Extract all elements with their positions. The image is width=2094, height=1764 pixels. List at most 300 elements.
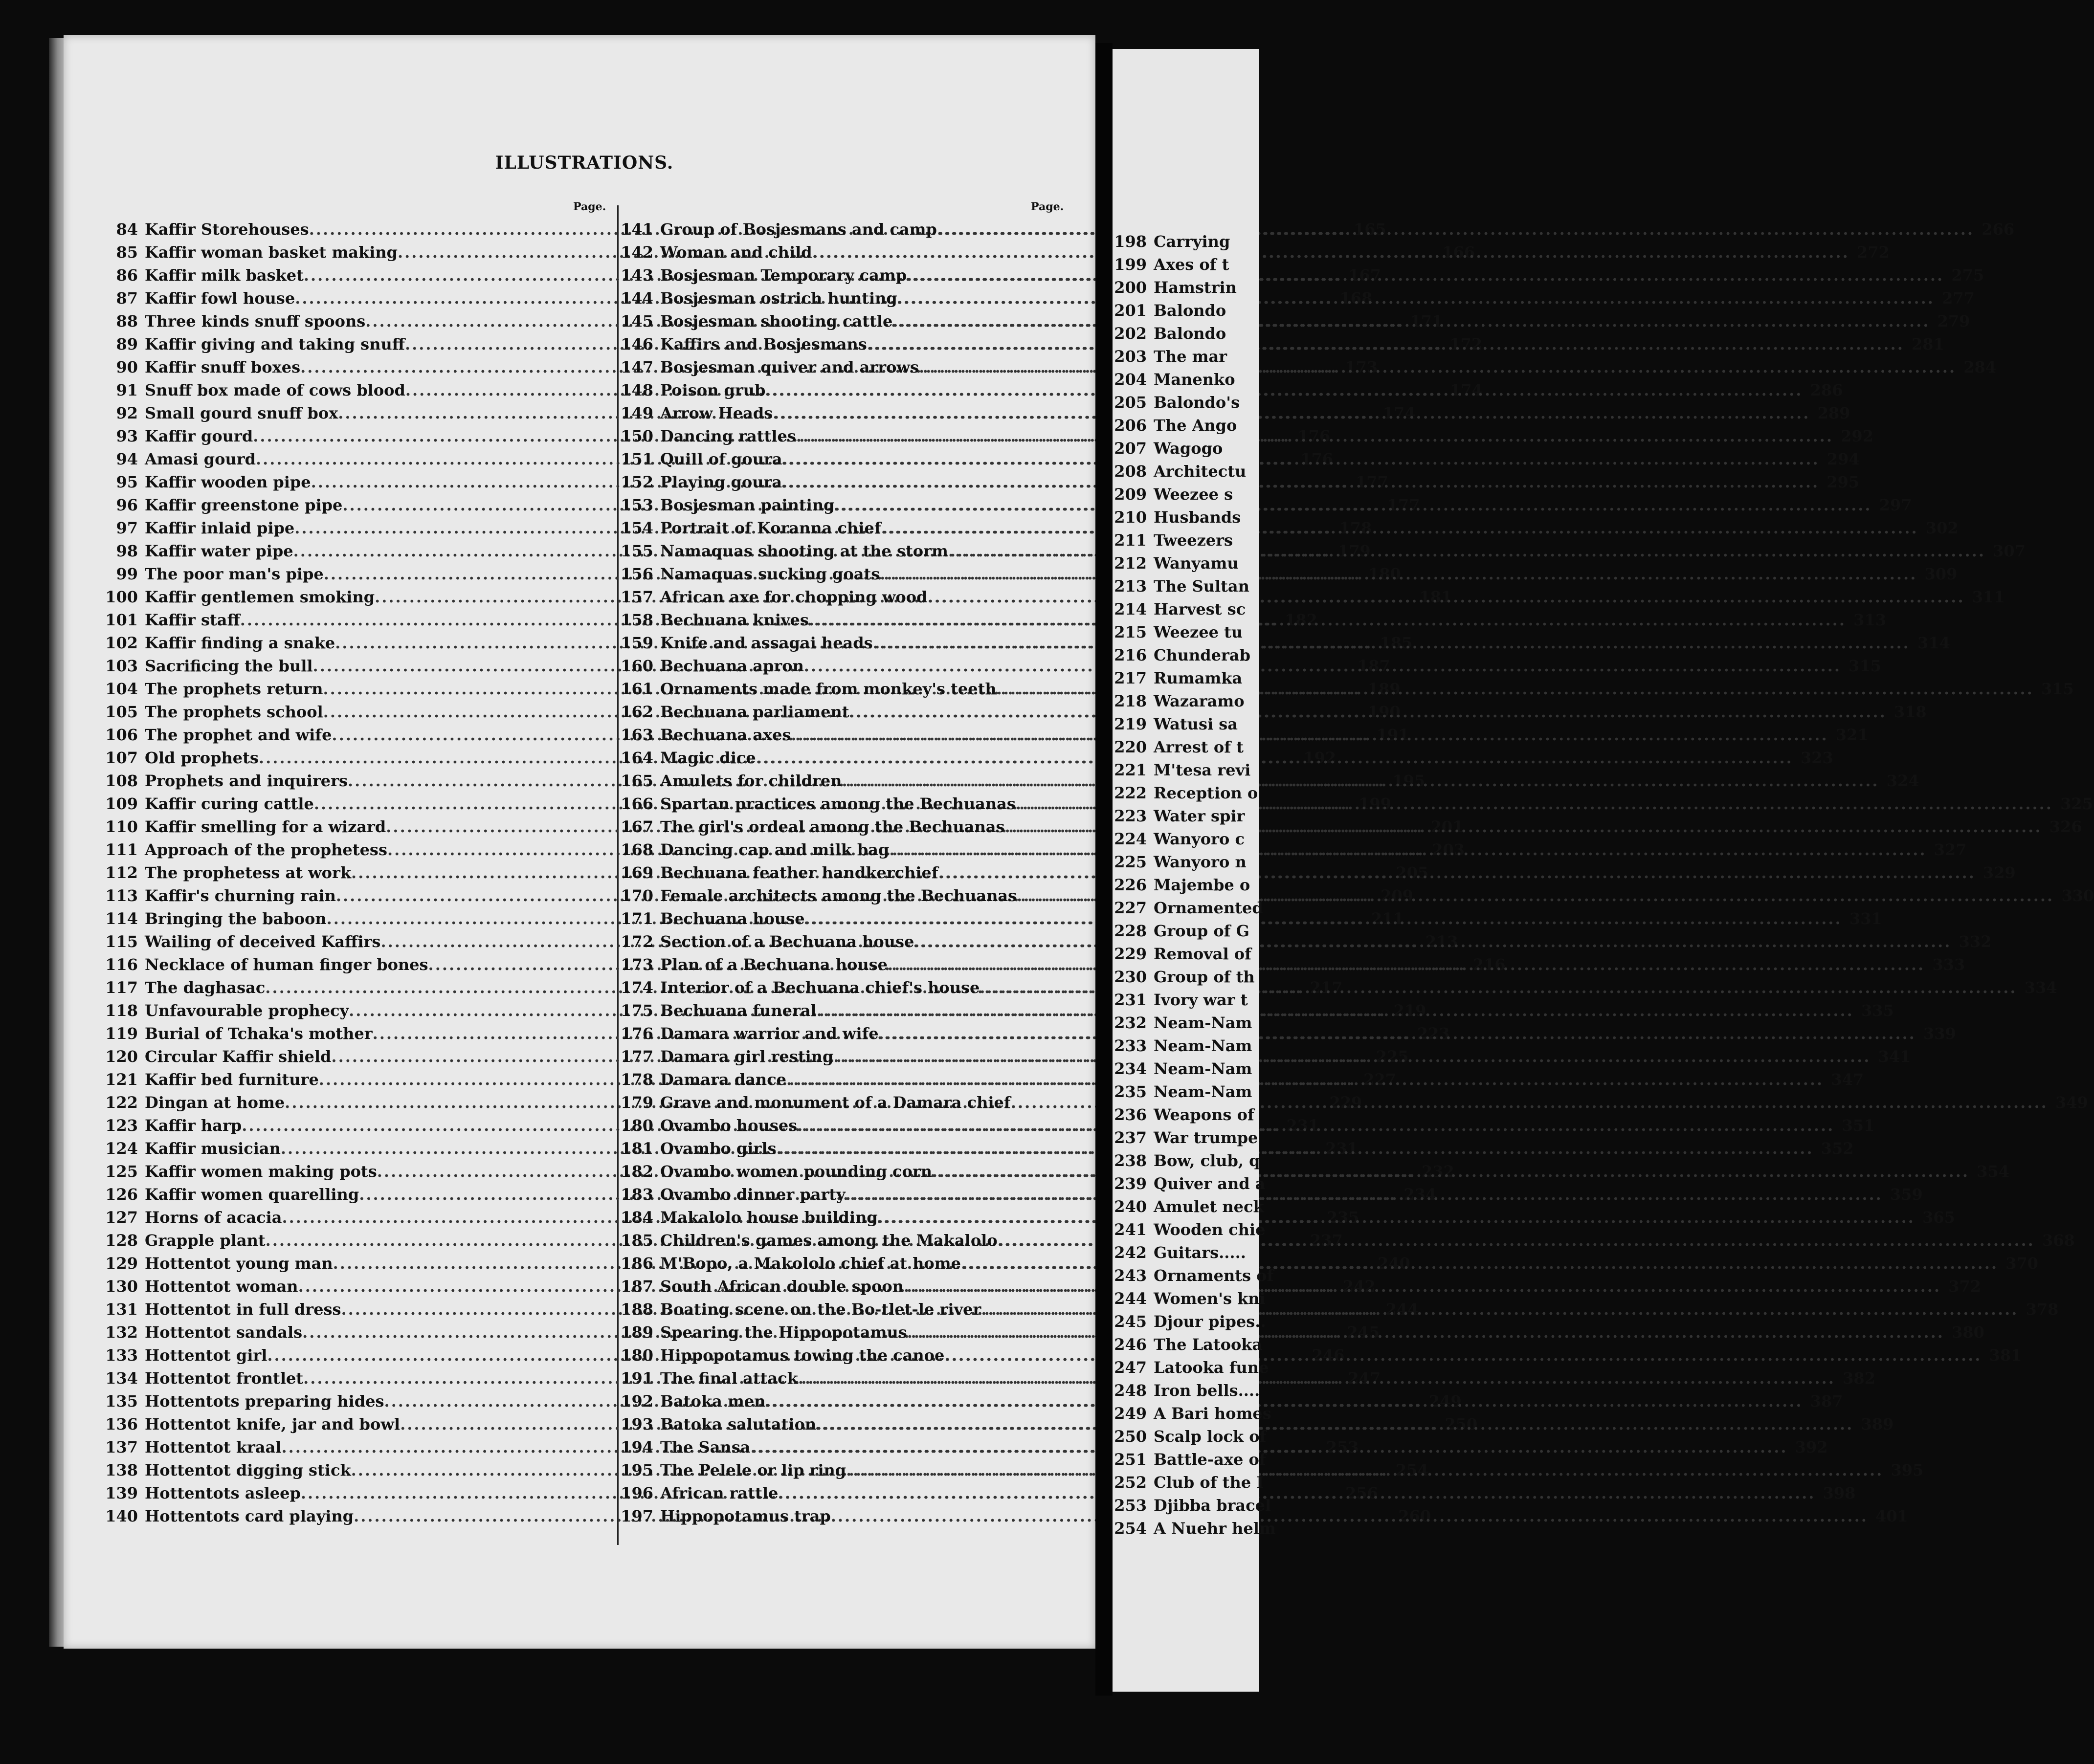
leader-dots bbox=[879, 1024, 1916, 1043]
entry-number: 210 bbox=[1114, 508, 1147, 527]
list-item bbox=[1113, 577, 1276, 600]
entry-page-number: 171 bbox=[1410, 312, 1443, 331]
leader-dots bbox=[842, 772, 1879, 790]
entry-number: 215 bbox=[1114, 623, 1147, 641]
entry-page-number: 189 bbox=[1367, 680, 1401, 698]
entry-title: Latooka fune bbox=[1154, 1358, 1269, 1377]
entry-page-number: 182 bbox=[1285, 611, 1317, 629]
entry-number: 158 bbox=[621, 611, 653, 629]
entry-number: 237 bbox=[1114, 1128, 1147, 1147]
entry-number: 110 bbox=[105, 817, 138, 836]
entry-page-number: 302 bbox=[1925, 519, 1959, 537]
list-item bbox=[1113, 1220, 1276, 1243]
entry-title: Bosjesman Temporary camp bbox=[660, 266, 907, 285]
list-item bbox=[1113, 1358, 1276, 1381]
list-item bbox=[1113, 1197, 1276, 1220]
entry-page-number: 211 bbox=[1371, 909, 1404, 928]
entry-number: 199 bbox=[1114, 255, 1147, 274]
leader-dots bbox=[791, 726, 1828, 744]
entry-title: Spearing the Hippopotamus bbox=[660, 1323, 907, 1342]
entry-title: Bosjesman shooting cattle bbox=[660, 312, 893, 331]
entry-page-number: 398 bbox=[1823, 1484, 1856, 1502]
entry-page-number: 205 bbox=[1396, 863, 1429, 882]
entry-page-number: 275 bbox=[1951, 266, 1984, 285]
entry-title: Dancing cap and milk bag bbox=[660, 840, 890, 859]
entry-number: 183 bbox=[621, 1185, 653, 1204]
entry-page-number: 380 bbox=[1952, 1323, 1984, 1342]
entry-number: 174 bbox=[621, 978, 653, 997]
entry-number: 213 bbox=[1114, 577, 1147, 595]
entry-title: War trumpe bbox=[1154, 1128, 1258, 1147]
entry-title: Tweezers bbox=[1154, 531, 1233, 550]
entry-number: 250 bbox=[1114, 1427, 1147, 1446]
entry-number: 242 bbox=[1114, 1243, 1147, 1262]
entry-number: 170 bbox=[621, 886, 653, 905]
entry-page-number: 195 bbox=[1392, 772, 1426, 790]
entry-title: African axe for chopping wood bbox=[660, 588, 928, 606]
entry-title: Chunderab bbox=[1154, 646, 1250, 664]
entry-title: The Sultan bbox=[1154, 577, 1249, 595]
leader-dots bbox=[804, 657, 1841, 675]
entry-page-number: 329 bbox=[1983, 863, 2016, 882]
entry-title: Amulet neck bbox=[1154, 1197, 1264, 1216]
list-item bbox=[1113, 922, 1276, 945]
entry-title: Hottentot kraal bbox=[145, 1438, 282, 1456]
entry-page-number: 167 bbox=[1348, 266, 1381, 285]
entry-page-number: 324 bbox=[1886, 772, 1919, 790]
entry-page-number: 335 bbox=[1861, 1001, 1894, 1020]
leader-dots bbox=[834, 496, 1871, 514]
entry-title: Makalolo house building bbox=[660, 1208, 878, 1227]
entry-title: Reception o bbox=[1154, 784, 1258, 802]
entry-title: The girl's ordeal among the Bechuanas bbox=[660, 817, 1005, 836]
entry-number: 146 bbox=[621, 335, 653, 353]
entry-page-number: 294 bbox=[1827, 450, 1860, 468]
entry-title: Wagogo bbox=[1154, 439, 1223, 458]
entry-title: Kaffir inlaid pipe bbox=[145, 519, 295, 537]
entry-title: Battle-axe of bbox=[1154, 1450, 1266, 1469]
page-gutter bbox=[1095, 43, 1113, 1696]
entry-title: The Latooka bbox=[1154, 1335, 1263, 1354]
entry-number: 221 bbox=[1114, 761, 1147, 779]
entry-number: 101 bbox=[105, 611, 138, 629]
entry-page-number: 165 bbox=[1353, 220, 1386, 239]
entry-number: 153 bbox=[621, 496, 653, 514]
entry-page-number: 372 bbox=[1948, 1277, 1982, 1296]
entry-title: Balondo bbox=[1154, 324, 1226, 343]
list-item bbox=[1113, 1014, 1276, 1036]
entry-page-number: 389 bbox=[1861, 1415, 1894, 1433]
entry-number: 121 bbox=[105, 1070, 138, 1089]
entry-title: Ovambo women pounding corn bbox=[660, 1162, 932, 1181]
entry-number: 168 bbox=[621, 840, 653, 859]
entry-title: Hippopotamus trap bbox=[660, 1507, 831, 1525]
entry-number: 202 bbox=[1114, 324, 1147, 343]
entry-page-number: 378 bbox=[2026, 1300, 2059, 1319]
list-item bbox=[1113, 738, 1276, 761]
entry-title: Grave and monument of a Damara chief bbox=[660, 1093, 1011, 1112]
list-item bbox=[1113, 1151, 1276, 1174]
list-item bbox=[1113, 1473, 1276, 1496]
entry-number: 197 bbox=[621, 1507, 653, 1525]
entry-title: Kaffir Storehouses bbox=[145, 220, 309, 239]
entry-page-number: 286 bbox=[1810, 381, 1843, 399]
entry-number: 89 bbox=[116, 335, 138, 353]
entry-title: Hottentot young man bbox=[145, 1254, 333, 1273]
entry-number: 125 bbox=[105, 1162, 138, 1181]
entry-title: Batoka salutation bbox=[660, 1415, 817, 1433]
entry-number: 188 bbox=[621, 1300, 653, 1319]
leader-dots bbox=[881, 519, 1918, 537]
entry-number: 156 bbox=[621, 565, 653, 583]
entry-number: 228 bbox=[1114, 922, 1147, 940]
entry-number: 204 bbox=[1114, 370, 1147, 389]
entry-title: Namaquas shooting at the storm bbox=[660, 542, 948, 560]
entry-title: Club of the I bbox=[1154, 1473, 1264, 1492]
entry-page-number: 382 bbox=[1843, 1369, 1875, 1388]
list-item bbox=[1113, 301, 1276, 324]
entry-title: Female architects among the Bechuanas bbox=[660, 886, 1017, 905]
list-item bbox=[1113, 531, 1276, 554]
entry-title: Neam-Nam bbox=[1154, 1014, 1252, 1032]
entry-number: 103 bbox=[105, 657, 138, 675]
entry-page-number: 279 bbox=[1937, 312, 1970, 331]
leader-dots bbox=[897, 289, 1935, 308]
entry-title: M'Bopo, a Makololo chief at home bbox=[660, 1254, 961, 1273]
entry-title: The Pelele or lip ring bbox=[660, 1461, 847, 1479]
entry-number: 97 bbox=[116, 519, 138, 537]
list-item bbox=[1113, 968, 1276, 991]
entry-title: Children's games among the Makalolo bbox=[660, 1231, 998, 1250]
entry-number: 88 bbox=[116, 312, 138, 331]
entry-title: Magic dice bbox=[660, 749, 756, 767]
entry-number: 172 bbox=[621, 932, 653, 951]
entry-title: Wooden chie bbox=[1154, 1220, 1266, 1239]
entry-page-number: 217 bbox=[1310, 978, 1343, 997]
entry-title: Kaffir staff bbox=[145, 611, 240, 629]
entry-title: The prophet and wife bbox=[145, 726, 332, 744]
entry-number: 201 bbox=[1114, 301, 1147, 320]
entry-page-number: 234 bbox=[1403, 1185, 1437, 1204]
entry-title: Ovambo girls bbox=[660, 1139, 777, 1158]
entry-title: Group of Bosjesmans and camp bbox=[660, 220, 937, 239]
entry-number: 155 bbox=[621, 542, 653, 560]
entry-page-number: 295 bbox=[1827, 473, 1860, 491]
entry-number: 234 bbox=[1114, 1059, 1147, 1078]
leader-dots bbox=[782, 473, 1819, 491]
entry-number: 177 bbox=[621, 1047, 653, 1066]
entry-title: Kaffir musician bbox=[145, 1139, 281, 1158]
entry-title: Bechuana funeral bbox=[660, 1001, 817, 1020]
entry-title: Balondo bbox=[1154, 301, 1226, 320]
list-item bbox=[1113, 1266, 1276, 1289]
entry-title: Wazaramo bbox=[1154, 692, 1245, 710]
entry-title: Approach of the prophetess bbox=[145, 840, 387, 859]
entry-page-number: 250 bbox=[1445, 1415, 1478, 1433]
entry-page-number: 309 bbox=[1924, 565, 1958, 583]
entry-number: 106 bbox=[105, 726, 138, 744]
entry-page-number: 174 bbox=[1450, 381, 1483, 399]
entry-title: The poor man's pipe bbox=[145, 565, 324, 583]
entry-title: Horns of acacia bbox=[145, 1208, 282, 1227]
entry-page-number: 297 bbox=[1879, 496, 1912, 514]
entry-number: 198 bbox=[1114, 232, 1147, 251]
entry-page-number: 323 bbox=[1800, 749, 1833, 767]
entry-number: 205 bbox=[1114, 393, 1147, 412]
entry-title: Kaffir milk basket bbox=[145, 266, 304, 285]
entry-page-number: 260 bbox=[1398, 1507, 1431, 1525]
entry-page-number: 231 bbox=[1286, 1116, 1319, 1135]
entry-title: Rumamka bbox=[1154, 669, 1243, 687]
entry-title: Woman and child bbox=[660, 243, 812, 262]
entry-number: 114 bbox=[105, 909, 138, 928]
entry-title: Portrait of Koranna chief bbox=[660, 519, 881, 537]
entry-page-number: 381 bbox=[1989, 1346, 2022, 1365]
entry-title: Kaffir greenstone pipe bbox=[145, 496, 343, 514]
entry-title: Neam-Nam bbox=[1154, 1059, 1252, 1078]
list-item bbox=[1113, 830, 1276, 853]
leader-dots bbox=[938, 863, 1976, 882]
entry-title: Watusi sa bbox=[1154, 715, 1238, 733]
entry-title: Arrest of t bbox=[1154, 738, 1244, 756]
entry-page-number: 173 bbox=[1345, 358, 1378, 376]
entry-number: 238 bbox=[1114, 1151, 1147, 1170]
entry-title: Kaffir giving and taking snuff bbox=[145, 335, 405, 353]
entry-title: Kaffir bed furniture bbox=[145, 1070, 319, 1089]
entry-title: Ovambo dinner party bbox=[660, 1185, 846, 1204]
entry-page-number: 332 bbox=[1959, 932, 1992, 951]
entry-page-number: 333 bbox=[1932, 955, 1965, 974]
entry-number: 162 bbox=[621, 703, 653, 721]
entry-number: 185 bbox=[621, 1231, 653, 1250]
entry-title: Kaffir fowl house bbox=[145, 289, 295, 308]
entry-page-number: 392 bbox=[1795, 1438, 1828, 1456]
entry-page-number: 254 bbox=[1395, 1461, 1428, 1479]
entry-page-number: 209 bbox=[1381, 886, 1413, 905]
entry-number: 142 bbox=[621, 243, 653, 262]
leader-dots bbox=[846, 1185, 1883, 1204]
entry-page-number: 240 bbox=[1377, 1254, 1410, 1273]
entry-number: 104 bbox=[105, 680, 138, 698]
entry-title: Quiver and a bbox=[1154, 1174, 1266, 1193]
entry-page-number: 179 bbox=[1337, 542, 1371, 560]
entry-number: 129 bbox=[105, 1254, 138, 1273]
entry-title: Circular Kaffir shield bbox=[145, 1047, 332, 1066]
entry-title: Djibba bracel bbox=[1154, 1496, 1271, 1515]
entry-page-number: 339 bbox=[1923, 1024, 1956, 1043]
list-item bbox=[1113, 784, 1276, 807]
list-item bbox=[1113, 1289, 1276, 1312]
entry-number: 137 bbox=[105, 1438, 138, 1456]
entry-number: 99 bbox=[116, 565, 138, 583]
entry-number: 223 bbox=[1114, 807, 1147, 825]
entry-page-number: 354 bbox=[1977, 1162, 2010, 1181]
entry-title: Dancing rattles bbox=[660, 427, 796, 445]
page-title: ILLUSTRATIONS. bbox=[495, 153, 674, 173]
list-item bbox=[1113, 255, 1276, 278]
entry-title: Arrow Heads bbox=[660, 404, 773, 422]
list-item bbox=[1113, 1082, 1276, 1105]
leader-dots bbox=[776, 1139, 1813, 1158]
entry-number: 115 bbox=[105, 932, 138, 951]
leader-dots bbox=[796, 427, 1833, 445]
entry-page-number: 216 bbox=[1472, 955, 1506, 974]
entry-number: 131 bbox=[105, 1300, 138, 1319]
entry-number: 136 bbox=[105, 1415, 138, 1433]
entry-title: Amasi gourd bbox=[145, 450, 256, 468]
entry-title: Burial of Tchaka's mother bbox=[145, 1024, 373, 1043]
entry-title: Neam-Nam bbox=[1154, 1036, 1252, 1055]
entry-number: 161 bbox=[621, 680, 653, 698]
entry-title: Ovambo houses bbox=[660, 1116, 798, 1135]
entry-number: 96 bbox=[116, 496, 138, 514]
entry-number: 119 bbox=[105, 1024, 138, 1043]
entry-title: Hamstrin bbox=[1154, 278, 1237, 297]
entry-number: 227 bbox=[1114, 899, 1147, 917]
leader-dots bbox=[797, 1116, 1834, 1135]
entry-title: A Bari homes bbox=[1154, 1404, 1271, 1423]
entry-title: Weezee s bbox=[1154, 485, 1233, 504]
entry-number: 118 bbox=[105, 1001, 138, 1020]
list-item bbox=[1113, 600, 1276, 623]
entry-page-number: 168 bbox=[1339, 289, 1373, 308]
list-item bbox=[1113, 1243, 1276, 1266]
list-item bbox=[1113, 807, 1276, 830]
entry-title: Poison grub bbox=[660, 381, 766, 399]
entry-title: The prophets school bbox=[145, 703, 323, 721]
entry-number: 138 bbox=[105, 1461, 138, 1479]
entry-number: 132 bbox=[105, 1323, 138, 1342]
entry-title: Unfavourable prophecy bbox=[145, 1001, 349, 1020]
entry-page-number: 191 bbox=[1376, 726, 1409, 744]
leader-dots bbox=[782, 450, 1820, 468]
entry-number: 225 bbox=[1114, 853, 1147, 871]
entry-page-number: 176 bbox=[1297, 427, 1331, 445]
entry-number: 100 bbox=[105, 588, 138, 606]
entry-number: 235 bbox=[1114, 1082, 1147, 1101]
entry-title: Grapple plant bbox=[145, 1231, 266, 1250]
entry-title: The final attack bbox=[660, 1369, 798, 1388]
entry-number: 107 bbox=[105, 749, 138, 767]
entry-page-number: 307 bbox=[1993, 542, 2026, 560]
entry-number: 249 bbox=[1114, 1404, 1147, 1423]
entry-title: Hottentots asleep bbox=[145, 1484, 301, 1502]
entry-number: 123 bbox=[105, 1116, 138, 1135]
entry-title: African rattle bbox=[660, 1484, 779, 1502]
entry-title: Batoka men bbox=[660, 1392, 766, 1411]
entry-number: 196 bbox=[621, 1484, 653, 1502]
entry-number: 141 bbox=[621, 220, 653, 239]
entry-number: 226 bbox=[1114, 876, 1147, 894]
entry-page-number: 227 bbox=[1363, 1070, 1396, 1089]
entry-title: Spartan practices among the Bechuanas bbox=[660, 794, 1016, 813]
entry-page-number: 244 bbox=[1385, 1300, 1419, 1319]
entry-page-number: 185 bbox=[1380, 634, 1413, 652]
list-item bbox=[1113, 1036, 1276, 1059]
entry-number: 126 bbox=[105, 1185, 138, 1204]
entry-title: Bechuana parliament bbox=[660, 703, 849, 721]
entry-page-number: 352 bbox=[1821, 1139, 1854, 1158]
list-item bbox=[1113, 347, 1276, 370]
entry-number: 95 bbox=[116, 473, 138, 491]
entry-number: 232 bbox=[1114, 1014, 1147, 1032]
entry-title: Snuff box made of cows blood bbox=[145, 381, 405, 399]
entry-title: Amulets for children bbox=[660, 772, 842, 790]
entry-title: Kaffir water pipe bbox=[145, 542, 293, 560]
entry-number: 163 bbox=[621, 726, 653, 744]
entry-page-number: 246 bbox=[1312, 1346, 1345, 1365]
entry-number: 222 bbox=[1114, 784, 1147, 802]
entry-page-number: 387 bbox=[1810, 1392, 1843, 1411]
entry-number: 194 bbox=[621, 1438, 653, 1456]
list-item bbox=[1113, 1519, 1276, 1542]
entry-title: Water spir bbox=[1154, 807, 1245, 825]
entry-title: Prophets and inquirers bbox=[145, 772, 348, 790]
entry-number: 189 bbox=[621, 1323, 653, 1342]
entry-title: Bringing the baboon bbox=[145, 909, 327, 928]
entry-number: 87 bbox=[116, 289, 138, 308]
entry-title: Three kinds snuff spoons bbox=[145, 312, 366, 331]
entry-number: 207 bbox=[1114, 439, 1147, 458]
entry-number: 109 bbox=[105, 794, 138, 813]
list-item bbox=[1113, 623, 1276, 646]
entry-number: 206 bbox=[1114, 416, 1147, 435]
entry-page-number: 334 bbox=[2024, 978, 2057, 997]
entry-page-number: 370 bbox=[2005, 1254, 2039, 1273]
leader-dots bbox=[846, 1461, 1883, 1479]
entry-number: 175 bbox=[621, 1001, 653, 1020]
entry-title: Kaffir smelling for a wizard bbox=[145, 817, 386, 836]
entry-title: Scalp lock of bbox=[1154, 1427, 1267, 1446]
entry-page-number: 174 bbox=[1382, 404, 1416, 422]
entry-number: 164 bbox=[621, 749, 653, 767]
entry-title: Bosjesman painting bbox=[660, 496, 835, 514]
entry-number: 214 bbox=[1114, 600, 1147, 618]
entry-title: Balondo's bbox=[1154, 393, 1240, 412]
entry-page-number: 331 bbox=[1849, 909, 1882, 928]
list-item bbox=[1113, 1450, 1276, 1473]
entry-page-number: 325 bbox=[2060, 794, 2093, 813]
entry-page-number: 247 bbox=[1348, 1369, 1381, 1388]
leader-dots bbox=[907, 1323, 1944, 1342]
list-item bbox=[1113, 1381, 1276, 1404]
leader-dots bbox=[849, 703, 1887, 721]
entry-number: 112 bbox=[105, 863, 138, 882]
entry-number: 133 bbox=[105, 1346, 138, 1365]
entry-title: Kaffir curing cattle bbox=[145, 794, 314, 813]
entry-title: Kaffir snuff boxes bbox=[145, 358, 301, 376]
entry-number: 159 bbox=[621, 634, 653, 652]
entry-page-number: 180 bbox=[1368, 565, 1401, 583]
entry-title: Hottentot knife, jar and bowl bbox=[145, 1415, 401, 1433]
entry-number: 85 bbox=[116, 243, 138, 262]
entry-number: 157 bbox=[621, 588, 653, 606]
entry-title: Manenko bbox=[1154, 370, 1235, 389]
leader-dots bbox=[888, 955, 1925, 974]
entry-title: Ornaments made from monkey's teeth bbox=[660, 680, 997, 698]
leader-dots bbox=[765, 381, 1803, 399]
entry-title: Architectu bbox=[1154, 462, 1247, 481]
entry-title: Quill of goura bbox=[660, 450, 782, 468]
entry-number: 247 bbox=[1114, 1358, 1147, 1377]
entry-title: Hottentot digging stick bbox=[145, 1461, 351, 1479]
entry-number: 218 bbox=[1114, 692, 1147, 710]
entry-title: Weezee tu bbox=[1154, 623, 1243, 641]
entry-number: 241 bbox=[1114, 1220, 1147, 1239]
entry-page-number: 281 bbox=[1912, 335, 1944, 353]
entry-title: The Sansa bbox=[660, 1438, 751, 1456]
entry-number: 191 bbox=[621, 1369, 653, 1388]
